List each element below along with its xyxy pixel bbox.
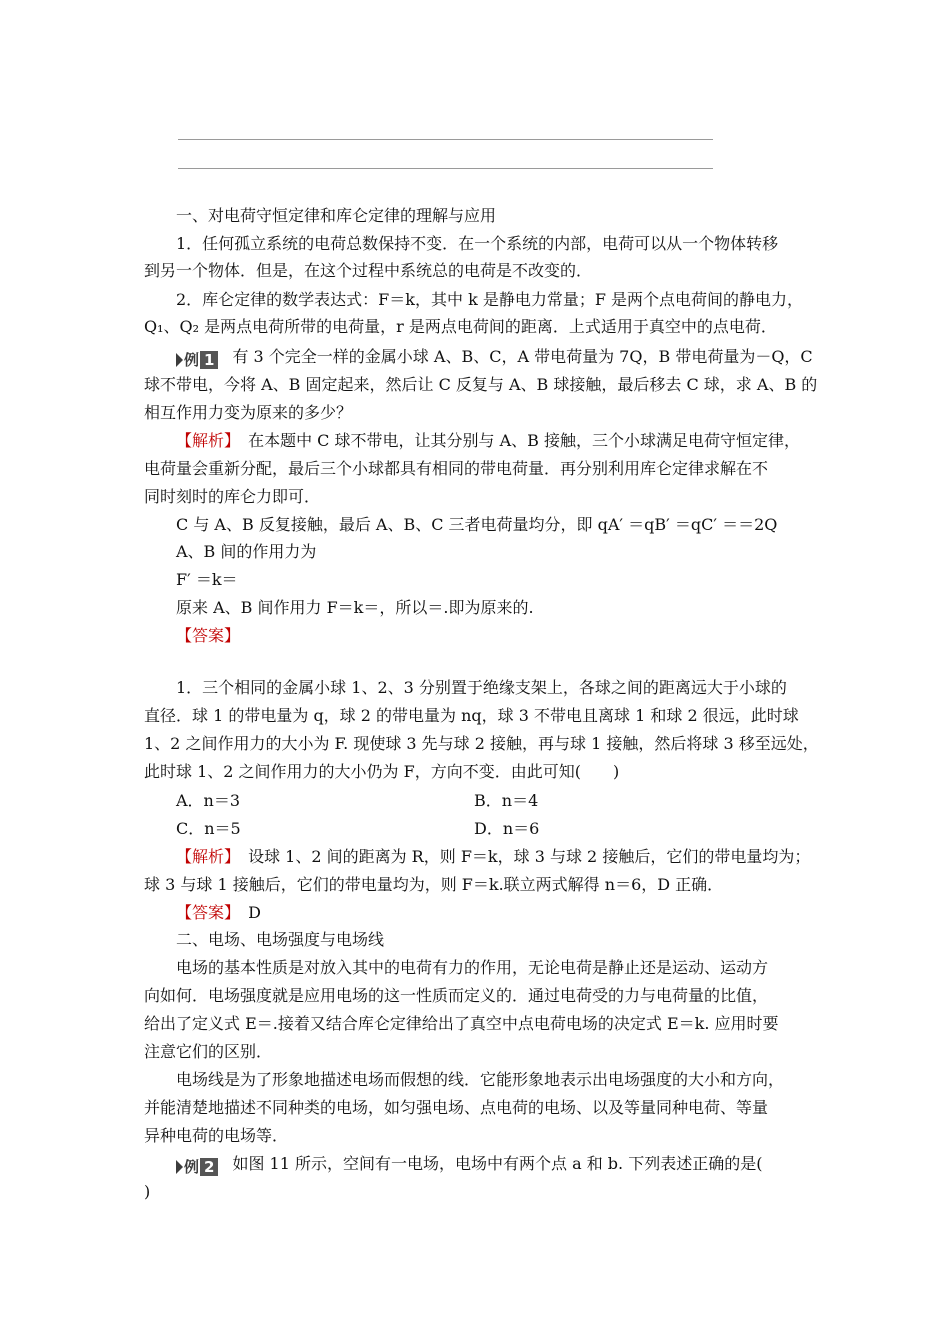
example1-text-line3: 相互作用力变为原来的多少？ — [144, 403, 353, 422]
example1-analysis-line1: 【 解析 】 在本题中 C 球不带电，让其分别与 A、B 接触，三个小球满足电荷守恒定律， — [176, 430, 800, 452]
answer-tag: 【 答案 】 — [176, 903, 232, 922]
option-c: C．n＝5 — [176, 819, 241, 838]
section1-p2-line1: 2．库仑定律的数学表达式：F＝k，其中 k 是静电力常量；F 是两个点电荷间的静电力， — [176, 290, 804, 309]
answer-value: D — [248, 903, 261, 922]
problem1-line2: 直径．球 1 的带电量为 q，球 2 的带电量为 nq，球 3 不带电且离球 1 和球 2 很远，此时球 — [144, 706, 799, 725]
problem1-line1: 1．三个相同的金属小球 1、2、3 分别置于绝缘支架上，各球之间的距离远大于小球的 — [176, 678, 787, 697]
section1-title: 一、对电荷守恒定律和库仑定律的理解与应用 — [176, 206, 497, 225]
analysis-tag: 【 解析 】 — [176, 431, 232, 450]
example2-line1 — [176, 1153, 762, 1178]
example1-analysis-line2: 电荷量会重新分配，最后三个小球都具有相同的带电荷量．再分别利用库仑定律求解在不 — [144, 459, 769, 478]
section2-p1-line3: 给出了定义式 E＝.接着又结合库仑定律给出了真空中点电荷电场的决定式 E＝k. 应用时要 — [144, 1014, 779, 1033]
example1-line1 — [176, 346, 813, 371]
example1-work-line2: A、B 间的作用力为 — [176, 542, 317, 561]
header-rule-top — [178, 139, 713, 140]
problem1-analysis-line2: 球 3 与球 1 接触后，它们的带电量均为，则 F＝k.联立两式解得 n＝6，D 正确． — [144, 875, 724, 894]
arrow-icon — [176, 1160, 183, 1174]
option-a: A．n＝3 — [176, 791, 241, 810]
section2-title: 二、电场、电场强度与电场线 — [176, 930, 385, 949]
section2-p1-line2: 向如何．电场强度就是应用电场的这一性质而定义的．通过电荷受的力与电荷量的比值， — [144, 986, 769, 1005]
section2-p2-line1: 电场线是为了形象地描述电场而假想的线．它能形象地表示出电场强度的大小和方向， — [176, 1070, 785, 1089]
answer-tag: 【 答案 】 — [176, 626, 240, 645]
section1-p1-line1: 1．任何孤立系统的电荷总数保持不变．在一个系统的内部，电荷可以从一个物体转移 — [176, 234, 779, 253]
section1-p2-line2: Q₁、Q₂ 是两点电荷所带的电荷量，r 是两点电荷间的距离．上式适用于真空中的点电荷． — [144, 317, 777, 336]
header-rule-bottom — [178, 168, 713, 169]
example-badge-2: 例 2 — [176, 1156, 218, 1178]
example2-text-line2: ) — [144, 1182, 151, 1201]
example1-work-line1: C 与 A、B 反复接触，最后 A、B、C 三者电荷量均分，即 qA′ ＝qB′ ＝qC′ ＝＝2Q — [176, 515, 778, 534]
option-b: B．n＝4 — [474, 791, 539, 810]
example1-analysis-line3: 同时刻时的库仑力即可． — [144, 487, 321, 506]
section2-p2-line3: 异种电荷的电场等． — [144, 1126, 289, 1145]
analysis-tag: 【 解析 】 — [176, 847, 232, 866]
example1-text-line2: 球不带电，今将 A、B 固定起来，然后让 C 反复与 A、B 球接触，最后移去 C 球，求 A、B 的 — [144, 375, 818, 394]
example1-work-line4: 原来 A、B 间作用力 F＝k＝，所以＝.即为原来的. — [176, 598, 534, 617]
example-badge-1: 例 1 — [176, 349, 218, 371]
section2-p1-line4: 注意它们的区别． — [144, 1042, 273, 1061]
problem1-answer — [176, 902, 261, 924]
example1-answer — [176, 625, 240, 647]
option-d: D．n＝6 — [474, 819, 540, 838]
example1-text-line1: 有 3 个完全一样的金属小球 A、B、C，A 带电荷量为 7Q，B 带电荷量为－Q，C — [232, 347, 813, 366]
problem1-line3: 1、2 之间作用力的大小为 F. 现使球 3 先与球 2 接触，再与球 1 接触，然后将球 3 移至远处， — [144, 734, 819, 753]
section1-p1-line2: 到另一个物体．但是，在这个过程中系统总的电荷是不改变的． — [144, 261, 593, 280]
problem1-line4: 此时球 1、2 之间作用力的大小仍为 F，方向不变．由此可知( ) — [144, 762, 620, 781]
problem1-analysis-line1: 【 解析 】 设球 1、2 间的距离为 R，则 F＝k，球 3 与球 2 接触后，它们的带电量均为； — [176, 846, 810, 868]
example1-work-line3: F′ ＝k＝ — [176, 570, 238, 589]
arrow-icon — [176, 353, 183, 367]
example2-text-line1: 如图 11 所示，空间有一电场，电场中有两个点 a 和 b. 下列表述正确的是( — [232, 1154, 763, 1173]
section2-p2-line2: 并能清楚地描述不同种类的电场，如匀强电场、点电荷的电场、以及等量同种电荷、等量 — [144, 1098, 769, 1117]
section2-p1-line1: 电场的基本性质是对放入其中的电荷有力的作用，无论电荷是静止还是运动、运动方 — [176, 958, 769, 977]
